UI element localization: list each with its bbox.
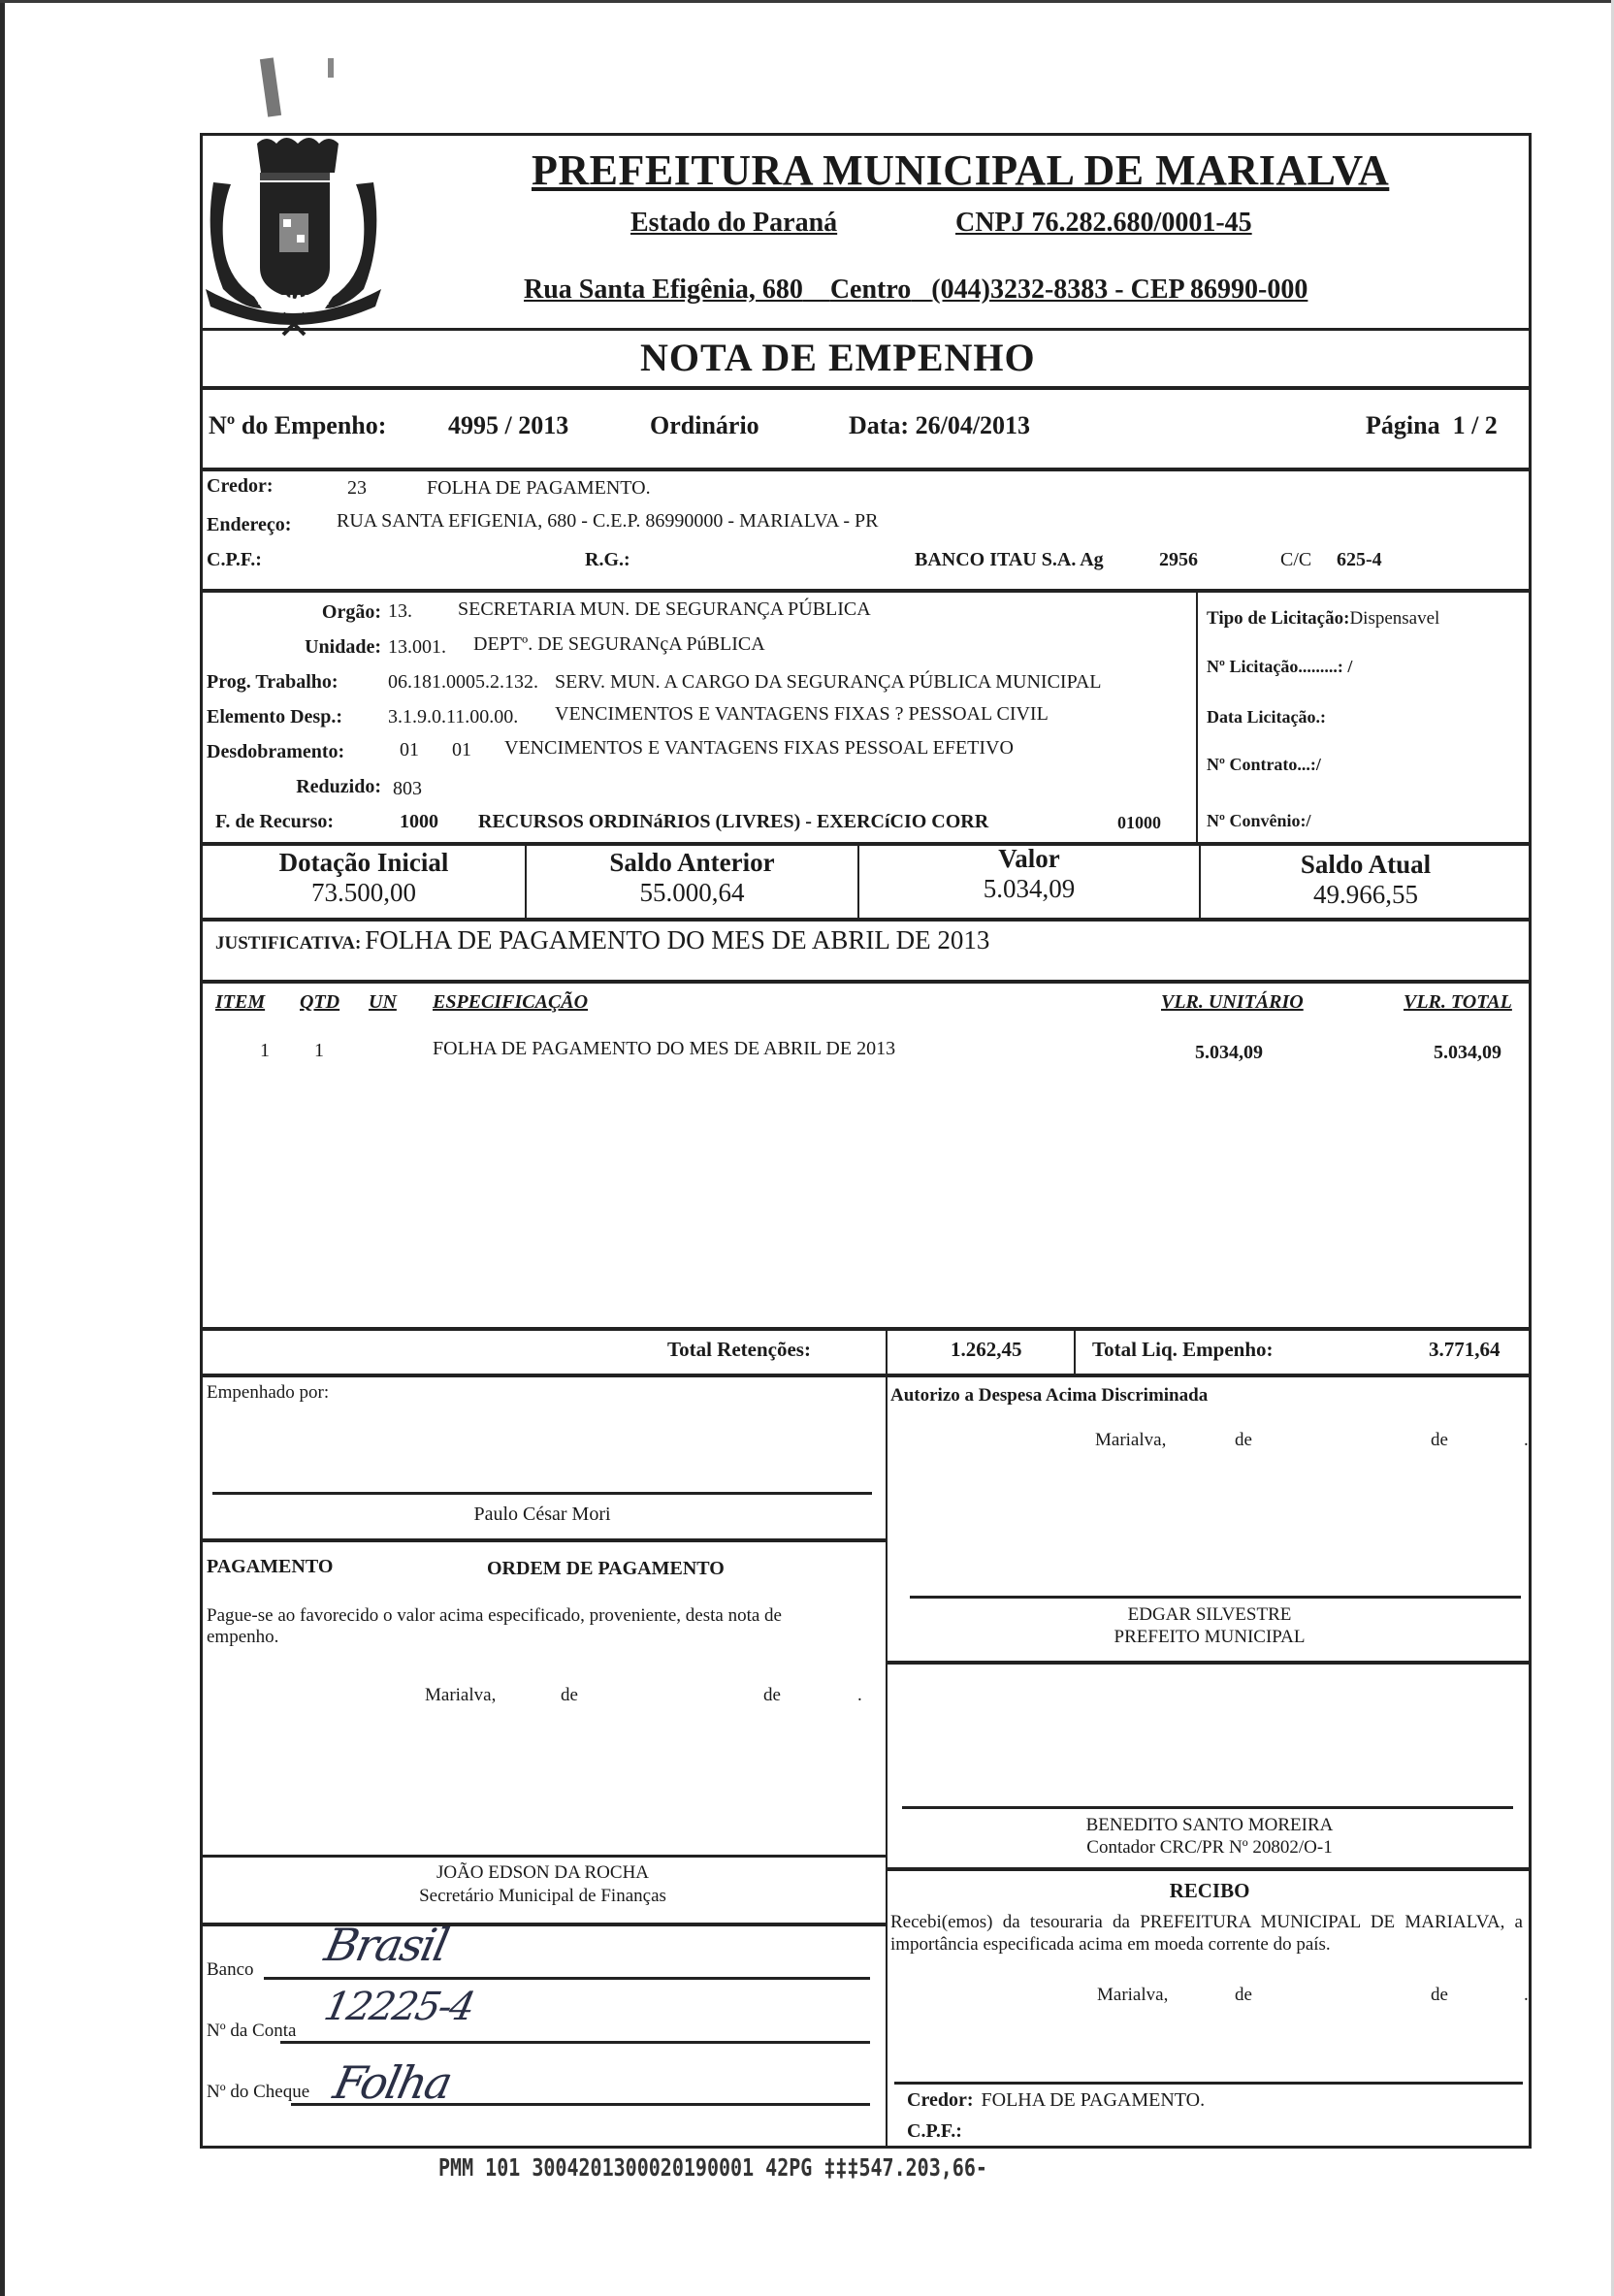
item-total-value: 5.034,09 (1434, 1042, 1501, 1063)
cheque-handwritten: Folha (329, 2056, 456, 2109)
bank-name: BANCO ITAU S.A. Ag (915, 549, 1104, 570)
staple-mark (328, 58, 334, 78)
header-state: Estado do Paraná (630, 208, 838, 238)
signature-line (200, 1855, 886, 1858)
conta-label: Nº da Conta (207, 2021, 297, 2041)
endereco-value: RUA SANTA EFIGENIA, 680 - C.E.P. 86990000 - MARIALVA - PR (337, 510, 879, 532)
prefeito-title: PREFEITO MUNICIPAL (1114, 1627, 1306, 1647)
recibo-de: de (1431, 1985, 1448, 2005)
document-title: NOTA DE EMPENHO (640, 336, 1036, 379)
signature-line (894, 2082, 1523, 2085)
divider (886, 1374, 888, 2149)
bank-account: 625-4 (1337, 549, 1382, 570)
empenho-label: Nº do Empenho: (209, 411, 387, 439)
credor-name: FOLHA DE PAGAMENTO. (427, 477, 651, 499)
contador-name: BENEDITO SANTO MOREIRA (1085, 1815, 1334, 1835)
prog-desc: SERV. MUN. A CARGO DA SEGURANÇA PÚBLICA MUNICIPAL (555, 671, 1102, 693)
divider (200, 1923, 886, 1926)
recibo-de: de (1235, 1985, 1252, 2005)
signature-line (902, 1806, 1513, 1809)
total-retencoes-value: 1.262,45 (951, 1338, 1022, 1361)
conta-handwritten: 12225-4 (320, 1985, 478, 2029)
pagamento-city: Marialva, (425, 1685, 497, 1705)
divider (200, 1538, 886, 1542)
elemento-label: Elemento Desp.: (207, 706, 342, 728)
svg-text:MARIALVA: MARIALVA (257, 294, 329, 308)
signature-line (910, 1596, 1521, 1599)
desdobramento-label: Desdobramento: (207, 741, 345, 762)
page-indicator: Página 1 / 2 (1366, 411, 1498, 439)
recurso-number: 01000 (1117, 813, 1161, 832)
recurso-code: 1000 (400, 811, 438, 832)
divider (886, 1327, 888, 1375)
pagamento-de: de (763, 1685, 781, 1705)
licitacao-number: Nº Licitação.........: / (1207, 657, 1353, 676)
conta-field-line (280, 2041, 870, 2044)
coat-of-arms-icon (204, 134, 383, 338)
balance-saldo-anterior: Saldo Anterior 55.000,64 (609, 848, 775, 907)
header-cnpj: CNPJ 76.282.680/0001-45 (955, 208, 1252, 238)
balance-dotacao-inicial: Dotação Inicial 73.500,00 (278, 848, 449, 907)
recibo-title: RECIBO (1169, 1879, 1250, 1902)
secretario-name: JOÃO EDSON DA ROCHA (436, 1862, 650, 1883)
divider (200, 328, 1532, 331)
banco-label: Banco (207, 1959, 254, 1980)
unidade-code: 13.001. (388, 636, 446, 658)
licitacao-date: Data Licitação.: (1207, 707, 1326, 727)
item-unit-value: 5.034,09 (1195, 1042, 1263, 1063)
page-title: PREFEITURA MUNICIPAL DE MARIALVA (532, 146, 1390, 194)
elemento-desc: VENCIMENTOS E VANTAGENS FIXAS ? PESSOAL CIVIL (555, 703, 1049, 725)
divider (200, 589, 1532, 593)
contrato-number: Nº Contrato...:/ (1207, 755, 1321, 774)
empenhado-por-name: Paulo César Mori (473, 1504, 611, 1525)
empenho-date: Data: 26/04/2013 (849, 411, 1031, 439)
desdobramento-desc: VENCIMENTOS E VANTAGENS FIXAS PESSOAL EFETIVO (504, 737, 1014, 759)
header-address: Rua Santa Efigênia, 680 Centro (044)3232-8383 - CEP 86990-000 (524, 275, 1308, 305)
empenho-number: 4995 / 2013 (448, 411, 569, 439)
divider (1196, 589, 1198, 843)
bank-authentication-stamp: PMM 101 3004201300020190001 42PG ‡‡‡547.203,66- (438, 2152, 987, 2182)
col-header-vlr-total: VLR. TOTAL (1404, 991, 1512, 1013)
col-header-un: UN (369, 991, 397, 1013)
item-spec: FOLHA DE PAGAMENTO DO MES DE ABRIL DE 2013 (433, 1038, 896, 1059)
orgao-label: Orgão: (321, 601, 381, 623)
pagamento-text: Pague-se ao favorecido o valor acima especificado, proveniente, desta nota de empenho. (207, 1605, 782, 1647)
divider (1074, 1327, 1076, 1375)
scan-edge (0, 0, 1614, 3)
col-header-item: ITEM (215, 991, 266, 1013)
recurso-desc: RECURSOS ORDINáRIOS (LIVRES) - EXERCíCIO CORR (478, 811, 989, 832)
pagamento-de: de (561, 1685, 578, 1705)
recibo-dot: . (1524, 1985, 1529, 2005)
autorizo-label: Autorizo a Despesa Acima Discriminada (890, 1385, 1209, 1406)
desdobramento-code: 01 (400, 739, 419, 760)
rg-label: R.G.: (585, 549, 630, 570)
col-header-especificacao: ESPECIFICAÇÃO (433, 991, 589, 1013)
total-liquido-label: Total Liq. Empenho: (1092, 1338, 1274, 1361)
licitacao-type: Tipo de Licitação:Dispensavel (1207, 608, 1440, 629)
divider (200, 1374, 1532, 1377)
credor-code: 23 (347, 477, 367, 499)
pagamento-label: PAGAMENTO (207, 1556, 334, 1577)
empenho-type: Ordinário (650, 411, 759, 439)
item-number: 1 (260, 1040, 270, 1061)
recibo-cpf-label: C.P.F.: (907, 2120, 962, 2142)
recurso-label: F. de Recurso: (215, 811, 335, 832)
item-qtd: 1 (314, 1040, 324, 1061)
convenio-number: Nº Convênio:/ (1207, 811, 1311, 830)
balance-saldo-atual: Saldo Atual 49.966,55 (1300, 850, 1432, 909)
staple-mark (260, 57, 281, 116)
banco-handwritten: Brasil (320, 1919, 452, 1971)
justificativa: JUSTIFICATIVA: FOLHA DE PAGAMENTO DO MES DE ABRIL DE 2013 (215, 925, 990, 954)
signature-line (212, 1492, 872, 1495)
autorizo-city: Marialva, (1095, 1430, 1167, 1450)
cheque-label: Nº do Cheque (207, 2082, 310, 2102)
orgao-code: 13. (388, 600, 412, 622)
divider (200, 1327, 1532, 1331)
desdobramento-subcode: 01 (452, 739, 471, 760)
total-retencoes-label: Total Retenções: (667, 1338, 811, 1361)
recibo-text: Recebi(emos) da tesouraria da PREFEITURA MUNICIPAL DE MARIALVA, a importância especificada acima em moeda corrente do país. (890, 1912, 1523, 1955)
credor-label: Credor: (207, 475, 274, 497)
col-header-vlr-unitario: VLR. UNITÁRIO (1161, 991, 1304, 1013)
total-liquido-value: 3.771,64 (1429, 1338, 1501, 1361)
unidade-desc: DEPTº. DE SEGURANçA PúBLICA (473, 633, 765, 655)
divider (886, 1661, 1532, 1665)
autorizo-de: de (1235, 1430, 1252, 1450)
cpf-label: C.P.F.: (207, 549, 262, 570)
bank-agency: 2956 (1159, 549, 1198, 570)
autorizo-dot: . (1524, 1430, 1529, 1450)
banco-field-line (264, 1977, 870, 1980)
recibo-city: Marialva, (1097, 1985, 1169, 2005)
prefeito-name: EDGAR SILVESTRE (1127, 1604, 1292, 1625)
elemento-code: 3.1.9.0.11.00.00. (388, 706, 519, 728)
endereco-label: Endereço: (207, 514, 292, 535)
balance-valor: Valor 5.034,09 (983, 844, 1076, 903)
prog-code: 06.181.0005.2.132. (388, 671, 538, 693)
pagamento-dot: . (857, 1685, 862, 1705)
recibo-credor: Credor: FOLHA DE PAGAMENTO. (907, 2089, 1206, 2111)
reduzido-value: 803 (393, 778, 422, 799)
divider (200, 980, 1532, 984)
cc-label: C/C (1280, 549, 1312, 570)
divider (200, 386, 1532, 390)
scan-edge (0, 0, 5, 2296)
prog-label: Prog. Trabalho: (207, 671, 339, 693)
secretario-title: Secretário Municipal de Finanças (419, 1886, 666, 1906)
contador-title: Contador CRC/PR Nº 20802/O-1 (1086, 1837, 1333, 1858)
ordem-pagamento-label: ORDEM DE PAGAMENTO (487, 1558, 725, 1579)
divider (200, 918, 1532, 922)
divider (200, 468, 1532, 471)
col-header-qtd: QTD (300, 991, 340, 1013)
orgao-desc: SECRETARIA MUN. DE SEGURANÇA PÚBLICA (458, 598, 871, 620)
divider (886, 1867, 1532, 1871)
unidade-label: Unidade: (305, 636, 381, 658)
empenhado-por-label: Empenhado por: (207, 1382, 330, 1403)
reduzido-label: Reduzido: (296, 776, 381, 797)
autorizo-de: de (1431, 1430, 1448, 1450)
